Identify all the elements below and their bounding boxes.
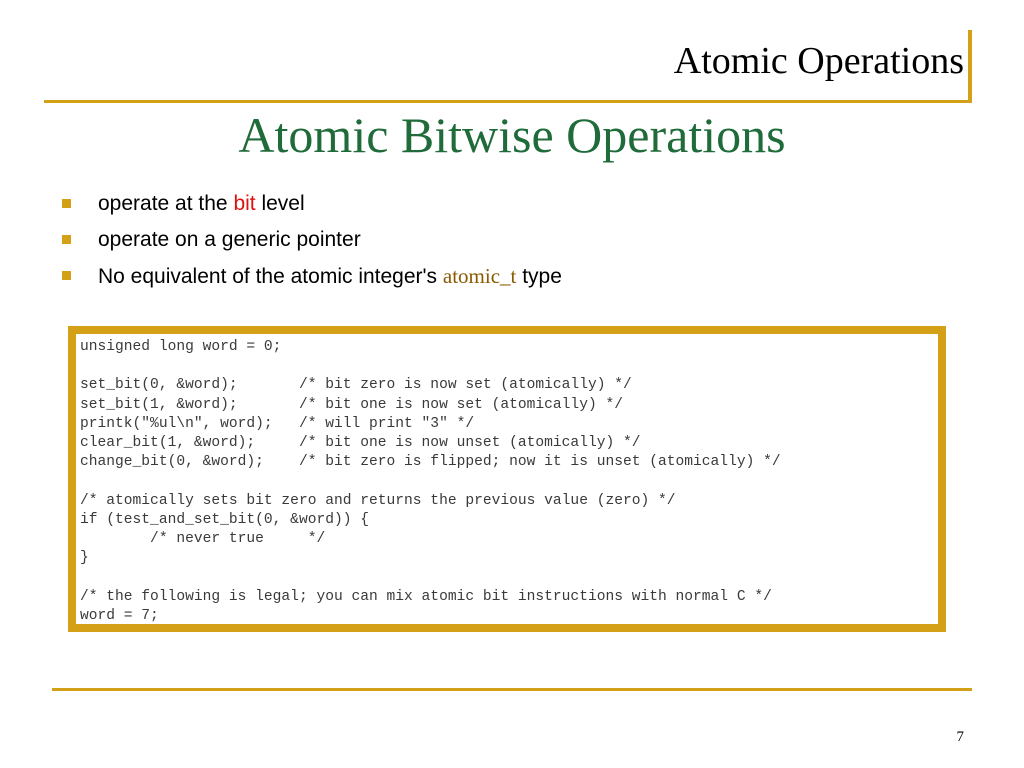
page-number: 7: [956, 729, 964, 745]
section-header: Atomic Operations: [673, 40, 964, 82]
header-horizontal-rule: [44, 100, 972, 103]
bullet-item: [62, 258, 562, 294]
slide-title: Atomic Bitwise Operations: [238, 107, 786, 163]
bullet-item: [62, 186, 562, 222]
header-vertical-rule: [968, 30, 972, 102]
square-bullet-icon: [62, 199, 71, 208]
bullet-highlight: atomic_t: [442, 264, 517, 288]
bullet-text: level: [255, 192, 305, 215]
square-bullet-icon: [62, 235, 71, 244]
square-bullet-icon: [62, 271, 71, 280]
bullet-text: operate at the: [98, 192, 234, 215]
bullet-list: [62, 186, 562, 294]
code-listing: unsigned long word = 0; set_bit(0, &word); /* bit zero is now set (atomically) */ set_bit(1, &word); /* bit one is now set (atomically) */ printk("%ul\n", word); /* will print "3" */ clear_bit(1, &word); /* bit one is now unset (atomically) */ change_bit(0, &word); /* bit zero is flipped; now it is unset (atomically) */ /* atomically sets bit zero and returns the previous value (zero) */ if (test_and_set_bit(0, &word)) { /* never true */ } /* the following is legal; you can mix atomic bit instructions with normal C */ word = 7;: [80, 339, 781, 624]
bullet-item: [62, 222, 562, 258]
code-frame: [68, 326, 946, 632]
bullet-highlight: bit: [233, 192, 256, 215]
bullet-text: type: [516, 265, 562, 288]
bullet-text: No equivalent of the atomic integer's: [98, 265, 443, 288]
footer-rule: [52, 688, 972, 691]
bullet-text: operate on a generic pointer: [98, 228, 361, 251]
